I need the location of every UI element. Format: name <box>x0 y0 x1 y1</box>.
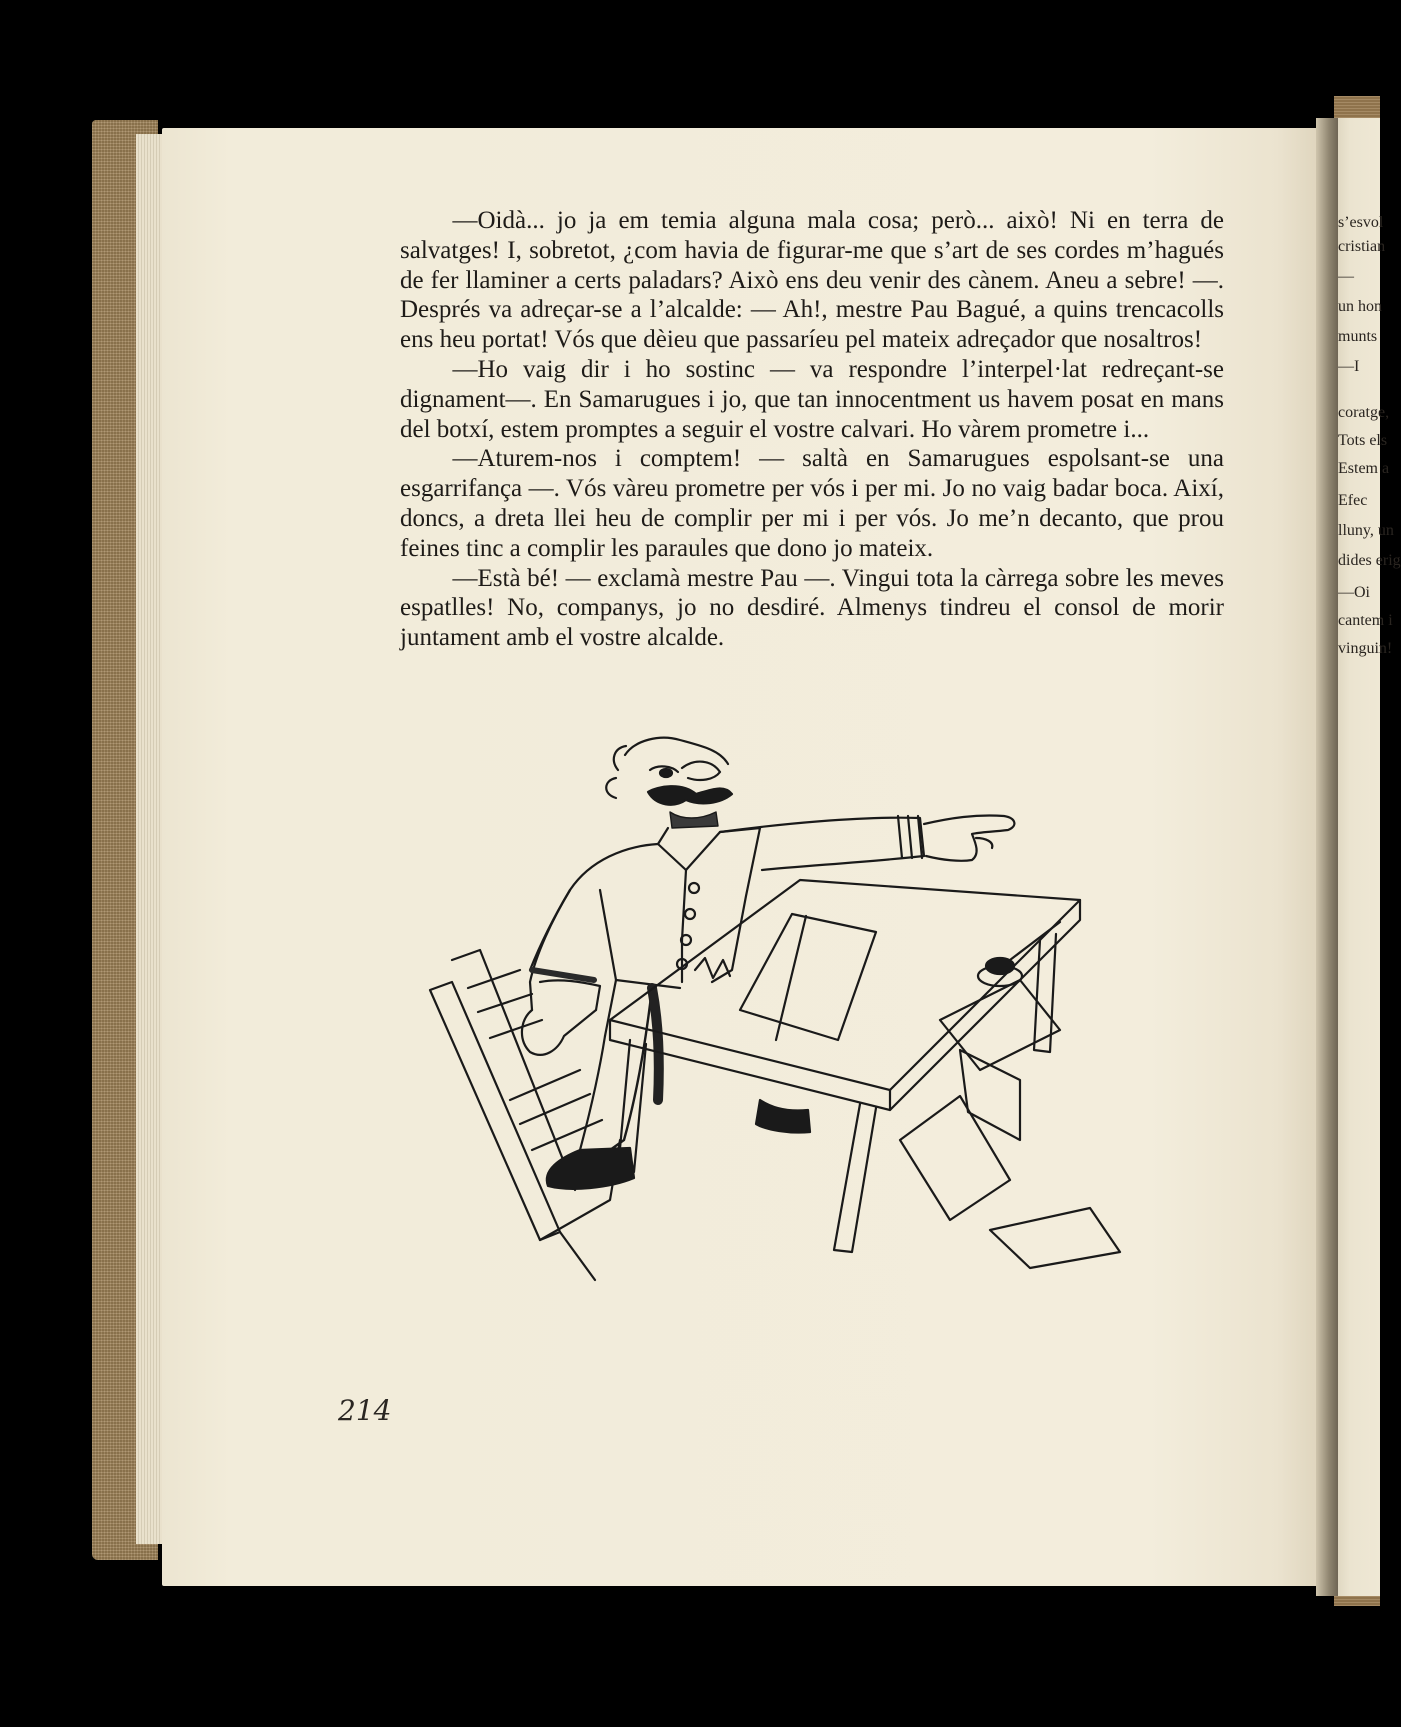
table-drawing <box>610 880 1120 1268</box>
paragraph: —Aturem-nos i comptem! — saltà en Samarugues espolsant-se una esgarrifança —. Vós vàreu prometre per vós i per mi. Jo no vaig badar boca. Així, doncs, a dreta llei heu de complir per mi i per vós. Jo me’n decanto, que prou feines tinc a complir les paraules que dono jo mateix. <box>400 445 1224 562</box>
facing-text-fragment: coratge, <box>1338 404 1390 421</box>
facing-text-fragment: dides erig <box>1338 552 1401 569</box>
facing-text-fragment: s’esvol <box>1338 214 1384 231</box>
illustration-mayor <box>420 720 1140 1370</box>
facing-text-fragment: — <box>1338 268 1354 285</box>
facing-text-fragment: Estem a <box>1338 460 1390 477</box>
paragraph: —Oidà... jo ja em temia alguna mala cosa; però... això! Ni en terra de salvatges! I, sobretot, ¿com havia de figurar-me que s’art de ses cordes m’hagués de fer llaminer a certs paladars? Això ens deu venir des cànem. Aneu a sebre! —. Després va adreçar-se a l’alcalde: — Ah!, mestre Pau Bagué, a quins trencacolls ens heu portat! Vós que dèieu que passaríeu pel mateix adreçador que nosaltros! <box>400 207 1224 354</box>
facing-text-fragment: Tots els <box>1338 432 1388 449</box>
man-drawing <box>522 738 1014 1189</box>
facing-text-fragment: un hon <box>1338 298 1382 315</box>
facing-text-fragment: —Oi <box>1338 584 1370 601</box>
page-number: 214 <box>338 1394 392 1427</box>
page-gutter-shadow <box>1316 118 1338 1596</box>
paragraph: —Està bé! — exclamà mestre Pau —. Vingui tota la càrrega sobre les meves espatlles! No, companys, jo no desdiré. Almenys tindreu el consol de morir juntament amb el vostre alcalde. <box>400 564 1224 652</box>
facing-text-fragment: cantem i <box>1338 612 1393 629</box>
facing-text-fragment: —I <box>1338 358 1360 375</box>
facing-text-fragment: lluny, un <box>1338 522 1394 539</box>
body-text <box>400 206 1224 653</box>
facing-text-fragment: munts <box>1338 328 1378 345</box>
paragraph: —Ho vaig dir i ho sostinc — va respondre l’interpel·lat redreçant-se dignament—. En Samarugues i jo, que tan innocentment us havem posat en mans del botxí, estem promptes a seguir el vostre calvari. Ho vàrem prometre i... <box>400 355 1224 443</box>
facing-text-fragment: vinguin! <box>1338 640 1393 657</box>
chair-drawing <box>430 950 620 1280</box>
line-drawing <box>420 720 1140 1370</box>
facing-text-fragment: cristian <box>1338 238 1386 255</box>
facing-text-fragment: Efec <box>1338 492 1368 509</box>
